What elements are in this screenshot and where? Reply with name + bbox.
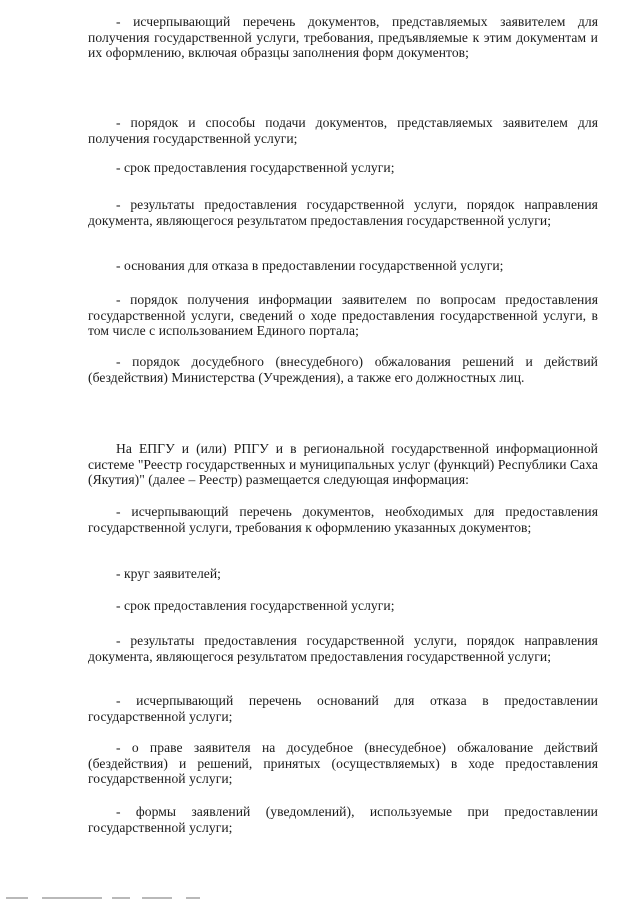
- paragraph-document-list: - исчерпывающий перечень документов, представляемых заявителем для получения государственной услуги, требования, предъявляемые к этим документам и их оформлению, включая образцы заполнения форм документов;: [88, 14, 598, 60]
- paragraph-required-documents: - исчерпывающий перечень документов, необходимых для предоставления государственной услуги, требования к оформлению указанных документов;: [88, 504, 598, 535]
- paragraph-application-forms: - формы заявлений (уведомлений), используемые при предоставлении государственной услуги;: [88, 804, 598, 835]
- paragraph-refusal-grounds: - основания для отказа в предоставлении государственной услуги;: [116, 258, 504, 273]
- paragraph-appeal-right: - о праве заявителя на досудебное (внесудебное) обжалование действий (бездействия) и решений, принятых (осуществляемых) в ходе предоставления государственной услуги;: [88, 740, 598, 786]
- scan-edge-marks: [0, 893, 640, 905]
- paragraph-submission-methods: - порядок и способы подачи документов, представляемых заявителем для получения государственной услуги;: [88, 115, 598, 146]
- paragraph-service-term-2: - срок предоставления государственной услуги;: [116, 598, 395, 613]
- paragraph-service-results-2: - результаты предоставления государственной услуги, порядок направления документа, являющегося результатом предоставления государственной услуги;: [88, 633, 598, 664]
- paragraph-refusal-list: - исчерпывающий перечень оснований для отказа в предоставлении государственной услуги;: [88, 693, 598, 724]
- paragraph-registry-intro: На ЕПГУ и (или) РПГУ и в региональной государственной информационной системе "Реестр государственных и муниципальных услуг (функций) Республики Саха (Якутия)" (далее – Реестр) размещается следующая информация:: [88, 441, 598, 487]
- paragraph-info-procedure: - порядок получения информации заявителем по вопросам предоставления государственной услуги, сведений о ходе предоставления государственной услуги, в том числе с использованием Единого портала;: [88, 292, 598, 338]
- paragraph-appeal-procedure: - порядок досудебного (внесудебного) обжалования решений и действий (бездействия) Министерства (Учреждения), а также его должностных лиц.: [88, 354, 598, 385]
- paragraph-applicants: - круг заявителей;: [116, 566, 222, 581]
- paragraph-service-results: - результаты предоставления государственной услуги, порядок направления документа, являющегося результатом предоставления государственной услуги;: [88, 197, 598, 228]
- paragraph-service-term: - срок предоставления государственной услуги;: [116, 160, 395, 175]
